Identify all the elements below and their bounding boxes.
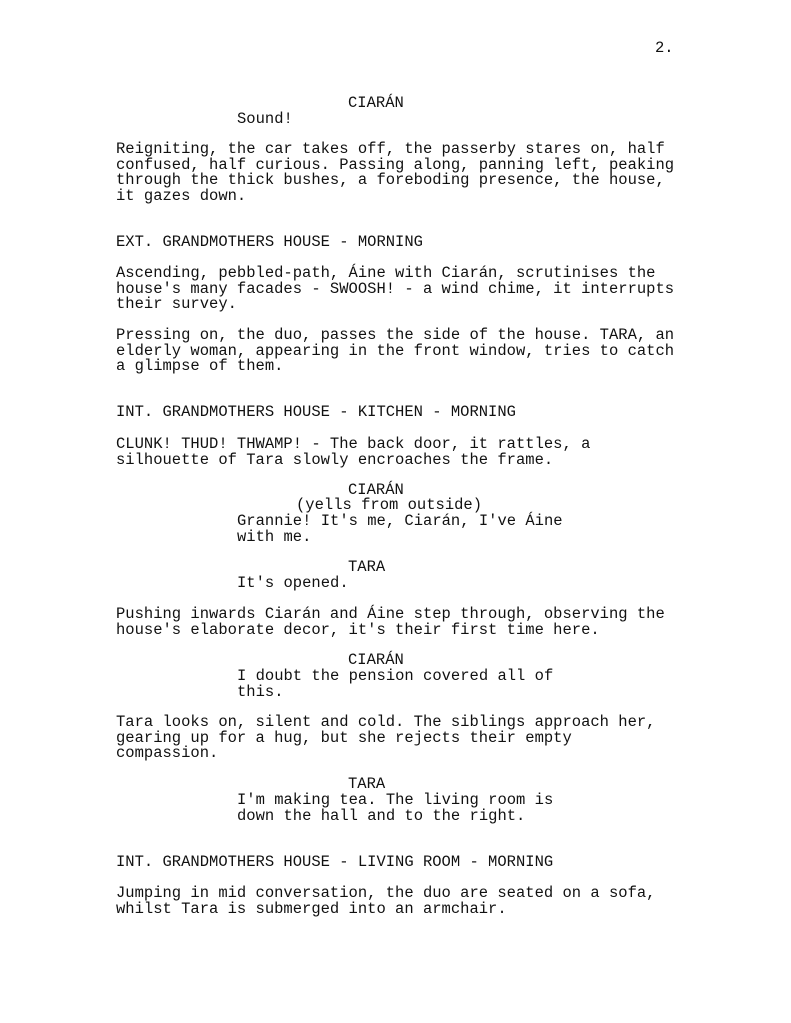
action-line: Jumping in mid conversation, the duo are seated on a sofa, whilst Tara is submerged into an armchair.	[116, 884, 656, 918]
page-number: 2.	[655, 39, 674, 57]
action-line: Tara looks on, silent and cold. The siblings approach her, gearing up for a hug, but she rejects their empty compassion.	[116, 713, 656, 762]
scene-heading: EXT. GRANDMOTHERS HOUSE - MORNING	[116, 233, 423, 251]
dialogue: Sound!	[237, 110, 293, 128]
action-line: Reigniting, the car takes off, the passerby stares on, half confused, half curious. Passing along, panning left, peaking through the thick bushes, a foreboding presence, the house, it gazes down.	[116, 140, 675, 205]
character-name: TARA	[348, 558, 386, 576]
action-line: Pushing inwards Ciarán and Áine step through, observing the house's elaborate decor, it's their first time here.	[116, 605, 665, 639]
parenthetical: (yells from outside)	[296, 496, 483, 514]
dialogue: I doubt the pension covered all of this.	[237, 667, 554, 701]
action-line: Pressing on, the duo, passes the side of the house. TARA, an elderly woman, appearing in the front window, tries to catch a glimpse of them.	[116, 326, 675, 375]
character-name: TARA	[348, 775, 386, 793]
dialogue: Grannie! It's me, Ciarán, I've Áine with me.	[237, 512, 563, 546]
character-name: CIARÁN	[348, 651, 404, 669]
dialogue: I'm making tea. The living room is down the hall and to the right.	[237, 791, 554, 825]
dialogue: It's opened.	[237, 574, 349, 592]
scene-heading: INT. GRANDMOTHERS HOUSE - LIVING ROOM - MORNING	[116, 853, 554, 871]
action-line: CLUNK! THUD! THWAMP! - The back door, it rattles, a silhouette of Tara slowly encroaches the frame.	[116, 435, 591, 469]
character-name: CIARÁN	[348, 94, 404, 112]
character-name: CIARÁN	[348, 481, 404, 499]
action-line: Ascending, pebbled-path, Áine with Ciarán, scrutinises the house's many facades - SWOOSH! - a wind chime, it interrupts their survey.	[116, 264, 675, 313]
scene-heading: INT. GRANDMOTHERS HOUSE - KITCHEN - MORNING	[116, 403, 516, 421]
